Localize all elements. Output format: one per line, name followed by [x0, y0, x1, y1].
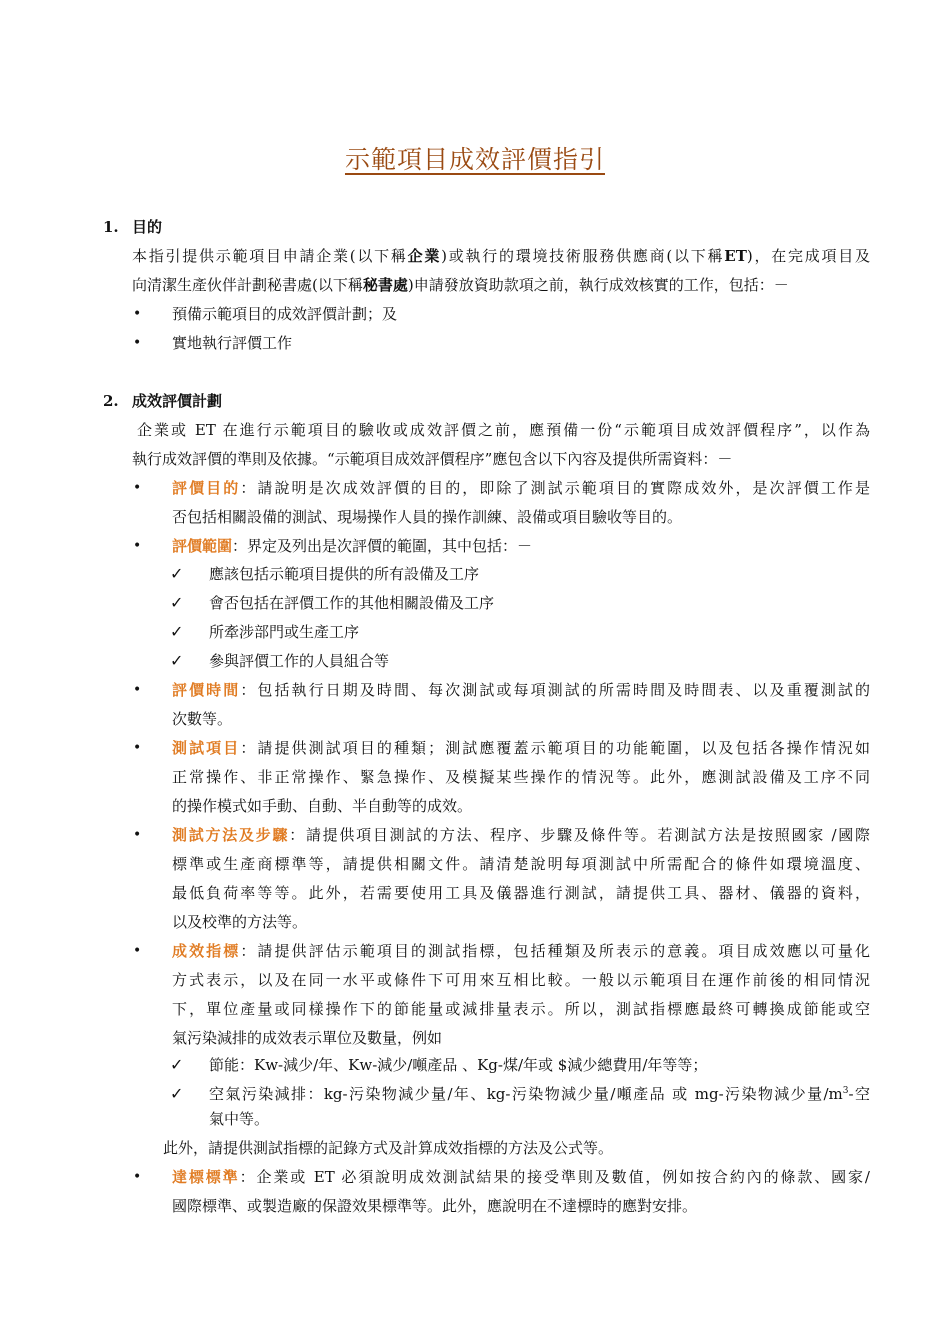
check-item: 會否包括在評價工作的其他相關設備及工序: [209, 594, 495, 612]
paragraph: 此外，請提供測試指標的記錄方式及計算成效指標的方法及公式等。: [163, 1139, 614, 1157]
check-item: 應該包括示範項目提供的所有設備及工序: [209, 565, 480, 583]
check-item: 參與評價工作的人員組合等: [209, 652, 390, 670]
list-item-continuation: 國際標準、或製造廠的保證效果標準等。此外，應說明在不達標時的應對安排。: [172, 1197, 698, 1215]
check-item: 所牽涉部門或生產工序: [209, 623, 360, 641]
list-item-continuation: 次數等。: [172, 710, 233, 728]
section-2-intro-line-1: 企業或 ET 在進行示範項目的驗收或成效評價之前，應預備一份“示範項目成效評價程序”，以作為: [137, 421, 870, 439]
check-item: 節能：Kw-減少/年、Kw-減少/噸產品 、Kg-煤/年或 $減少總費用/年等等；: [209, 1056, 708, 1074]
list-item: 實地執行評價工作: [172, 334, 293, 352]
section-1-intro-line-2: 向清潔生產伙伴計劃秘書處(以下稱秘書處)申請發放資助款項之前，執行成效核實的工作，包括：－: [132, 276, 789, 294]
bullet-icon: •: [133, 943, 142, 959]
section-2-heading: 成效評價計劃: [132, 392, 223, 410]
checkmark-icon: ✓: [170, 1084, 184, 1103]
section-1-intro-line-1: 本指引提供示範項目申請企業(以下稱企業)或執行的環境技術服務供應商(以下稱ET)，在完成項目及: [132, 247, 870, 265]
list-item-continuation: 以及校準的方法等。: [172, 913, 308, 931]
bullet-icon: •: [133, 740, 142, 756]
list-item: 評價範圍：界定及列出是次評價的範圍，其中包括：－: [172, 537, 533, 555]
checkmark-icon: ✓: [170, 1055, 184, 1074]
page-title: 示範項目成效評價指引: [344, 145, 605, 174]
list-item: 測試方法及步驟：請提供項目測試的方法、程序、步驟及條件等。若測試方法是按照國家 /國際: [172, 826, 870, 844]
bullet-icon: •: [133, 538, 142, 554]
checkmark-icon: ✓: [170, 593, 184, 612]
checkmark-icon: ✓: [170, 564, 184, 583]
section-2-number: 2.: [103, 392, 119, 410]
check-item-continuation: 氣中等。: [209, 1110, 270, 1128]
bullet-icon: •: [133, 682, 142, 698]
list-item: 評價目的：請說明是次成效評價的目的，即除了測試示範項目的實際成效外，是次評價工作是: [172, 479, 870, 497]
list-item-continuation: 標準或生產商標準等，請提供相關文件。請清楚說明每項測試中所需配合的條件如環境溫度、: [172, 855, 870, 873]
list-item: 預備示範項目的成效評價計劃；及: [172, 305, 398, 323]
checkmark-icon: ✓: [170, 651, 184, 670]
list-item: 成效指標：請提供評估示範項目的測試指標，包括種類及所表示的意義。項目成效應以可量化: [172, 942, 870, 960]
bullet-icon: •: [133, 480, 142, 496]
section-1-number: 1.: [103, 218, 119, 236]
bullet-icon: •: [133, 335, 142, 351]
section-2-intro-line-2: 執行成效評價的準則及依據。“示範項目成效評價程序”應包含以下內容及提供所需資料：－: [132, 450, 733, 468]
list-item-continuation: 否包括相關設備的測試、現場操作人員的操作訓練、設備或項目驗收等目的。: [172, 508, 683, 526]
list-item-continuation: 的操作模式如手動、自動、半自動等的成效。: [172, 797, 473, 815]
list-item: 評價時間：包括執行日期及時間、每次測試或每項測試的所需時間及時間表、以及重覆測試的: [172, 681, 870, 699]
list-item-continuation: 正常操作、非正常操作、緊急操作、及模擬某些操作的情況等。此外，應測試設備及工序不同: [172, 768, 870, 786]
section-1-heading: 目的: [132, 218, 163, 236]
bullet-icon: •: [133, 1169, 142, 1185]
list-item-continuation: 下，單位產量或同樣操作下的節能量或減排量表示。所以，測試指標應最終可轉換成節能或空: [172, 1000, 870, 1018]
checkmark-icon: ✓: [170, 622, 184, 641]
bullet-icon: •: [133, 827, 142, 843]
check-item: 空氣污染減排：kg-污染物減少量/年、kg-污染物減少量/噸產品 或 mg-污染物減少量$/m^3-$空: [209, 1085, 870, 1103]
list-item: 測試項目：請提供測試項目的種類；測試應覆蓋示範項目的功能範圍，以及包括各操作情況如: [172, 739, 870, 757]
list-item: 達標標準：企業或 ET 必須說明成效測試結果的接受準則及數值，例如按合約內的條款、國家/: [172, 1168, 870, 1186]
list-item-continuation: 方式表示，以及在同一水平或條件下可用來互相比較。一般以示範項目在運作前後的相同情況: [172, 971, 870, 989]
bullet-icon: •: [133, 306, 142, 322]
list-item-continuation: 氣污染減排的成效表示單位及數量，例如: [172, 1029, 443, 1047]
list-item-continuation: 最低負荷率等等。此外，若需要使用工具及儀器進行測試，請提供工具、器材、儀器的資料，: [172, 884, 870, 902]
